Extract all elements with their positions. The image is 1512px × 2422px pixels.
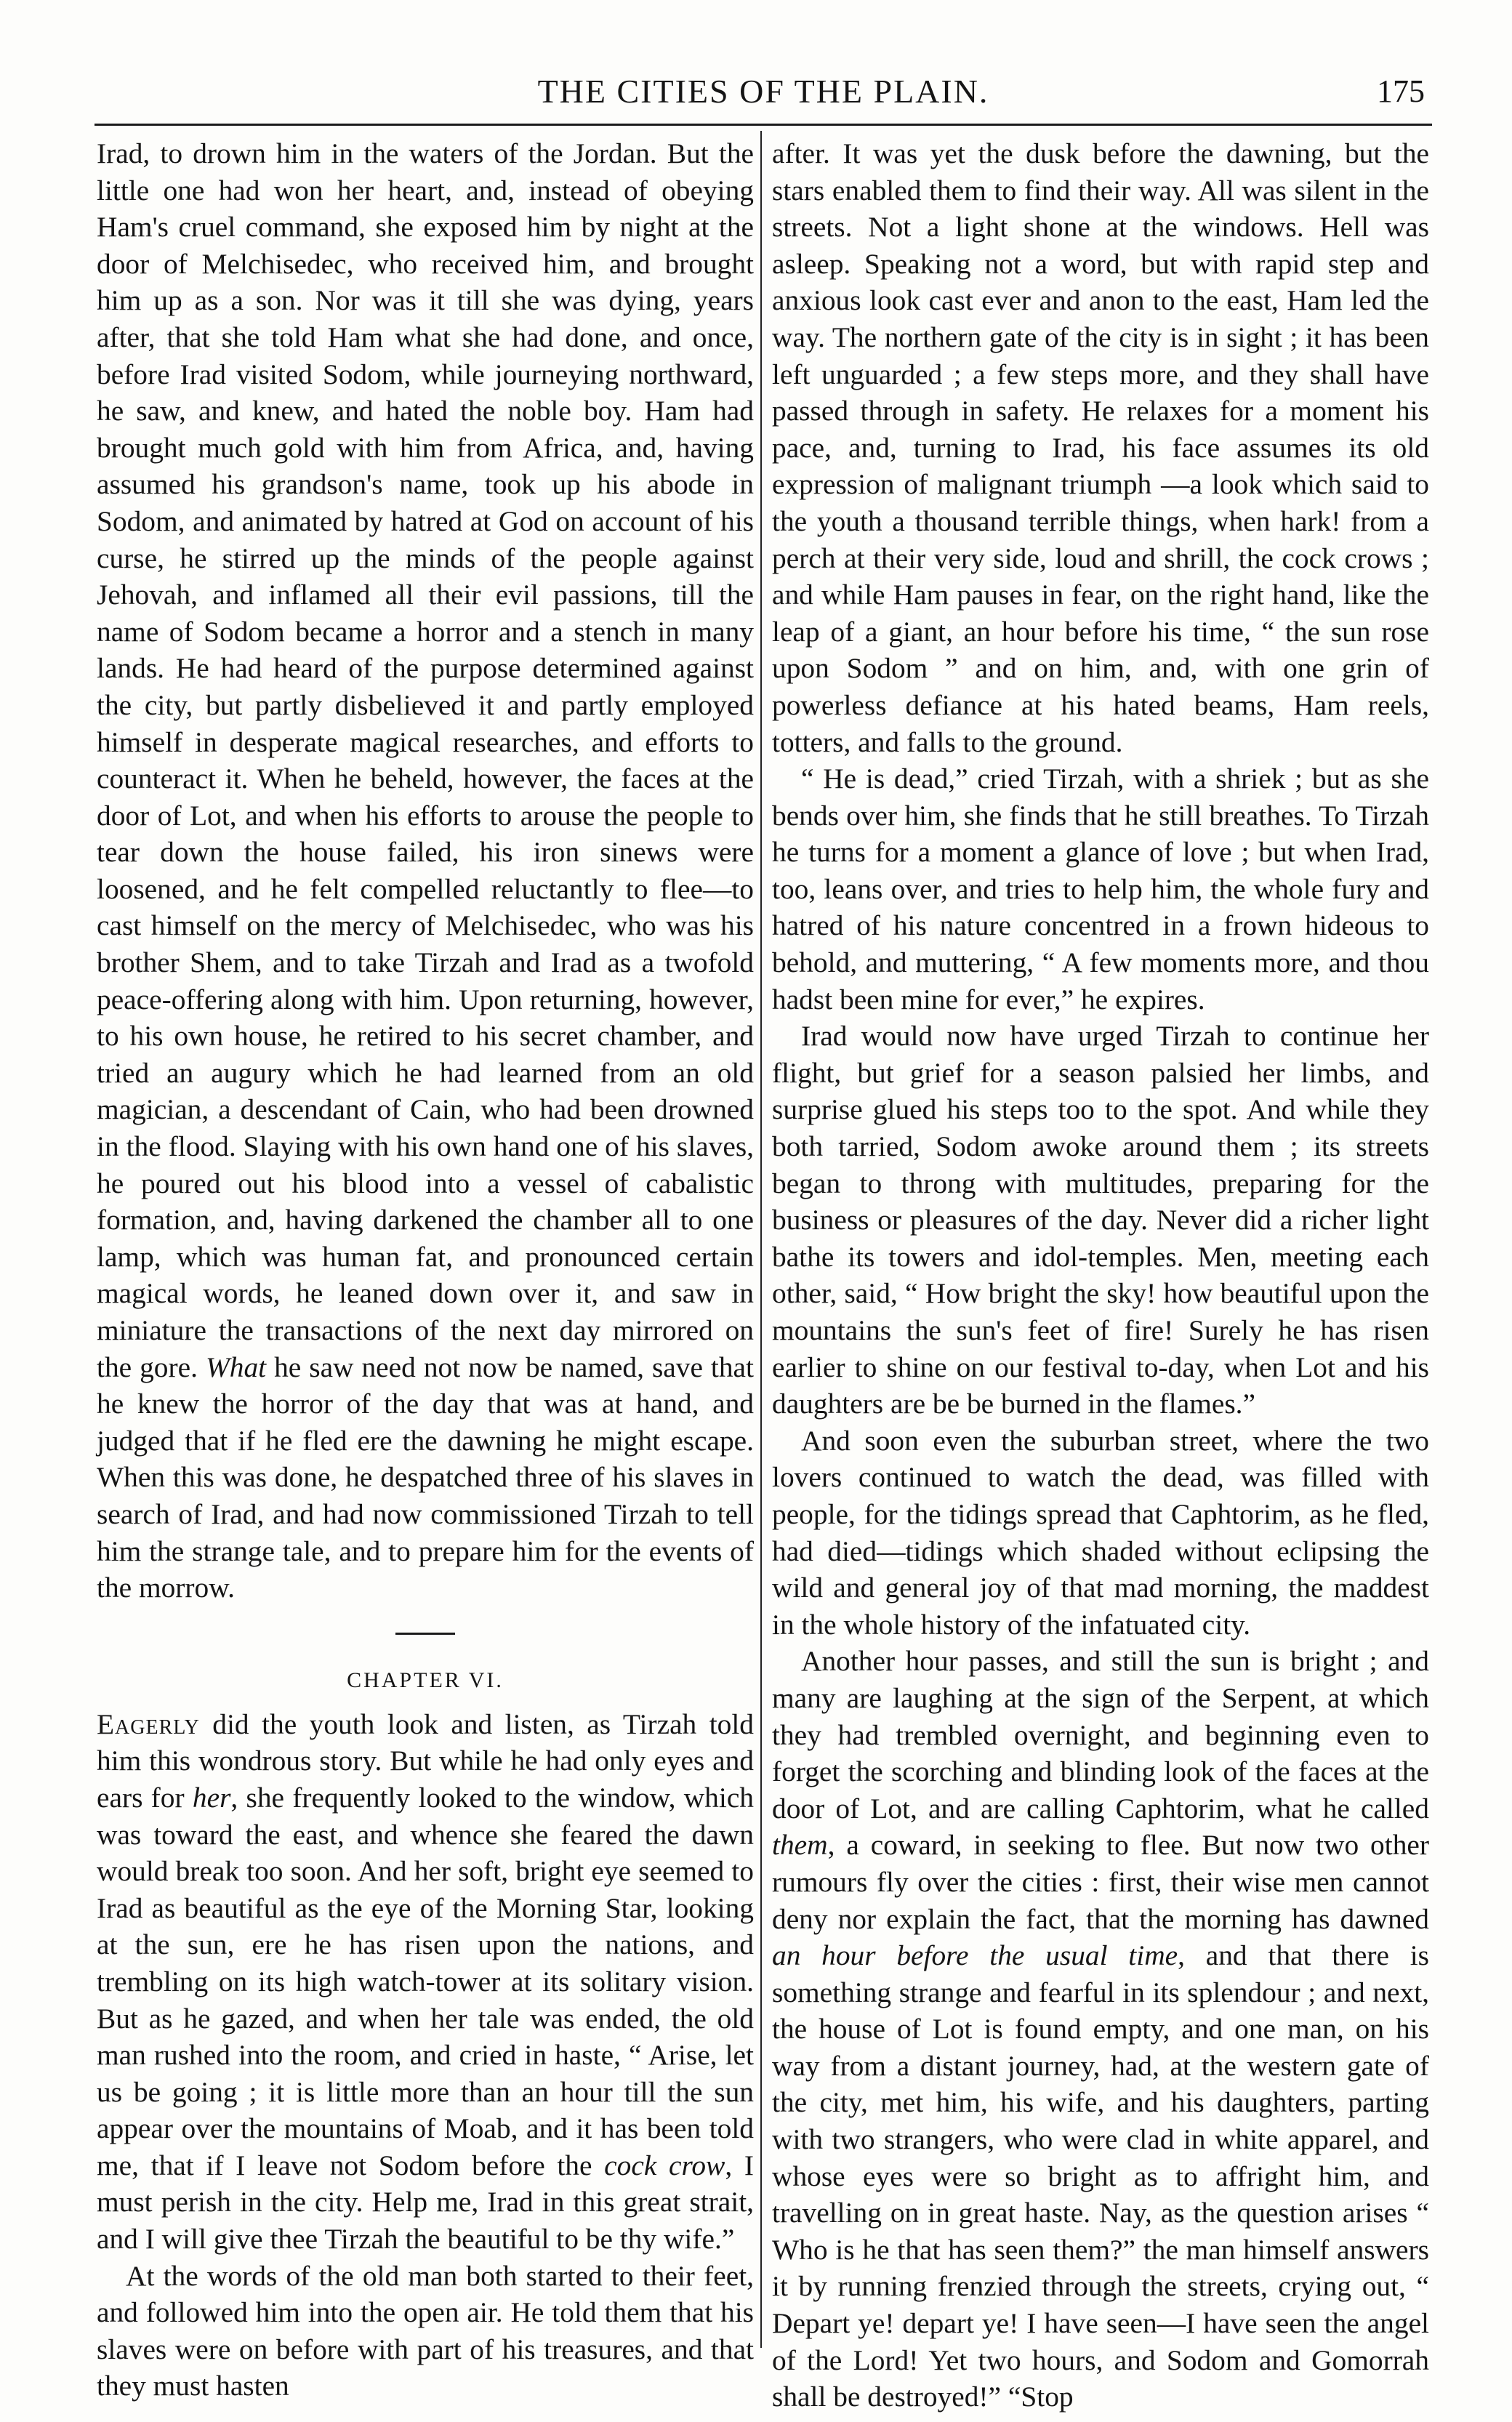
text-run: , and that there is something strange and fearful in its splendour ; and next, the house of Lot is found empty, and one man, on his way from a distant journey, had, at the western gate of the city, met him, his wife, and his daughters, parting with two strangers, who were clad in white apparel, and whose eyes were so bright as to affright him, and travelling on in great haste. Nay, as the question arises “ Who is he that has seen them?” the man himself answers it by running frenzied through the streets, crying out, “ Depart ye! depart ye! I have seen—I have seen the angel of the Lord! Yet two hours, and Sodom and Gomorrah shall be destroyed!” “Stop	[772, 1939, 1429, 2413]
paragraph-continued: after. It was yet the dusk before the dawning, but the stars enabled them to find their way. All was silent in the streets. Not a light shone at the windows. Hell was asleep. Speaking not a word, but with rapid step and anxious look cast ever and anon to the east, Ham led the way. The northern gate of the city is in sight ; it has been left unguarded ; a few steps more, and they shall have passed through in safety. He relaxes for a moment his pace, and, turning to Irad, his face assumes its old expression of malignant triumph —a look which said to the youth a thousand terrible things, when hark! from a perch at their very side, loud and shrill, the cock crows ; and while Ham pauses in fear, on the right hand, like the leap of a giant, an hour before his time, “ the sun rose upon Sodom ” and on him, and, with one grin of powerless defiance at his hated beams, Ham reels, totters, and falls to the ground.	[772, 137, 1429, 758]
italic-text: an hour before the usual time	[772, 1939, 1178, 1972]
column-divider-rule	[760, 131, 762, 2348]
chapter-heading: CHAPTER VI.	[347, 1667, 504, 1692]
italic-text: What	[205, 1351, 267, 1383]
paragraph: And soon even the suburban street, where the two lovers continued to watch the dead, was filled with people, for the tidings spread that Caphtorim, as he fled, had died—tidings which shaded without eclipsing the wild and general joy of that mad morning, the maddest in the whole history of the infatuated city.	[772, 1424, 1429, 1641]
text-run: , she frequently looked to the window, which was toward the east, and whence she feared the dawn would break too soon. And her soft, bright eye seemed to Irad as beautiful as the eye of the Morning Star, looking at the sun, ere he has risen upon the nations, and trembling on its high watch-tower at its solitary vision. But as he gazed, and when her tale was ended, the old man rushed into the room, and cried in haste, “ Arise, let us be going ; it is little more than an hour till the sun appear over the mountains of Moab, and it has been told me, that if I leave not Sodom before the	[97, 1781, 754, 2181]
running-head	[102, 70, 1425, 113]
text-run: Another hour passes, and still the sun is bright ; and many are laughing at the sign of the Serpent, at which they had trembled overnight, and beginning even to forget the scorching and blinding look of the faces at the door of Lot, and are calling Caphtorim, what he called	[772, 1645, 1429, 1824]
opening-word: Eagerly	[97, 1707, 200, 1740]
paragraph-continued	[97, 135, 754, 1606]
paragraph: “ He is dead,” cried Tirzah, with a shriek ; but as she bends over him, she finds that he still breathes. To Tirzah he turns for a moment a glance of love ; but when Irad, too, leans over, and tries to help him, the whole fury and hatred of his nature concentred in a frown hideous to behold, and muttering, “ A few moments more, and thou hadst been mine for ever,” he expires.	[772, 763, 1429, 1015]
text-run: , I must perish in the city. Help me, Irad in this great strait, and I will give thee Tirzah the beautiful to be thy wife.”	[97, 2149, 754, 2256]
text-run: Irad, to drown him in the waters of the Jordan. But the little one had won her heart, and, instead of obeying Ham's cruel command, she exposed him by night at the door of Melchisedec, who received him, and brought him up as a son. Nor was it till she was dying, years after, that she told Ham what she had done, and once, before Irad visited Sodom, while journeying northward, he saw, and knew, and hated the noble boy. Ham had brought much gold with him from Africa, and, having assumed his grandson's name, took up his abode in Sodom, and animated by hatred at God on account of his curse, he stirred up the minds of the people against Jehovah, and inflamed all their evil passions, till the name of Sodom became a horror and a stench in many lands. He had heard of the purpose determined against the city, but partly disbelieved it and partly employed himself in desperate magical researches, and efforts to counteract it. When he beheld, however, the faces at the door of Lot, and when his efforts to arouse the people to tear down the house failed, his iron sinews were loosened, and he felt compelled reluctantly to flee—to cast himself on the mercy of Melchisedec, who was his brother Shem, and to take Tirzah and Irad as a twofold peace-offering along with him. Upon returning, however, to his own house, he retired to his secret chamber, and tried an augury which he had learned from an old magician, a descendant of Cain, who had been drowned in the flood. Slaying with his own hand one of his slaves, he poured out his blood into a vessel of cabalistic formation, and, having darkened the chamber all to one lamp, which was human fat, and pronounced certain magical words, he leaned down over it, and saw in miniature the transactions of the next day mirrored on the gore.	[97, 137, 754, 1383]
italic-text: her	[192, 1781, 231, 1814]
header-rule	[94, 124, 1432, 126]
paragraph: At the words of the old man both started to their feet, and followed him into the open air. He told them that his slaves were on before with part of his treasures, and that they must hasten	[97, 2259, 754, 2402]
chapter-separator-rule	[395, 1633, 455, 1635]
paragraph	[772, 1643, 1429, 2415]
left-column	[97, 135, 754, 2402]
chapter-opening-paragraph	[97, 1706, 754, 2258]
text-run: , a coward, in seeking to flee. But now two other rumours fly over the cities : first, their wise men cannot deny nor explain the fact, that the morning has dawned	[772, 1829, 1429, 1935]
italic-text: cock crow	[604, 2149, 725, 2181]
running-title: THE CITIES OF THE PLAIN.	[537, 73, 989, 110]
right-column	[772, 135, 1429, 2413]
paragraph: Irad would now have urged Tirzah to continue her flight, but grief for a season palsied her limbs, and surprise glued his steps too to the spot. And while they both tarried, Sodom awoke around them ; its streets began to throng with multitudes, preparing for the business or pleasures of the day. Never did a richer light bathe its towers and idol-temples. Men, meeting each other, said, “ How bright the sky! how beautiful upon the mountains the sun's feet of fire! Surely he has risen earlier to shine on our festival to-day, when Lot and his daughters are be be burned in the flames.”	[772, 1020, 1429, 1420]
text-run: he saw need not now be named, save that he knew the horror of the day that was at hand, and judged that if he fled ere the dawning he might escape. When this was done, he despatched three of his slaves in search of Irad, and had now commissioned Tirzah to tell him the strange tale, and to prepare him for the events of the morrow.	[97, 1351, 754, 1604]
page-number: 175	[1377, 73, 1425, 109]
italic-text: them	[772, 1829, 828, 1862]
text-run: did the youth look and listen, as Tirzah told him this wondrous story. But while he had only eyes and ears for	[97, 1707, 754, 1814]
